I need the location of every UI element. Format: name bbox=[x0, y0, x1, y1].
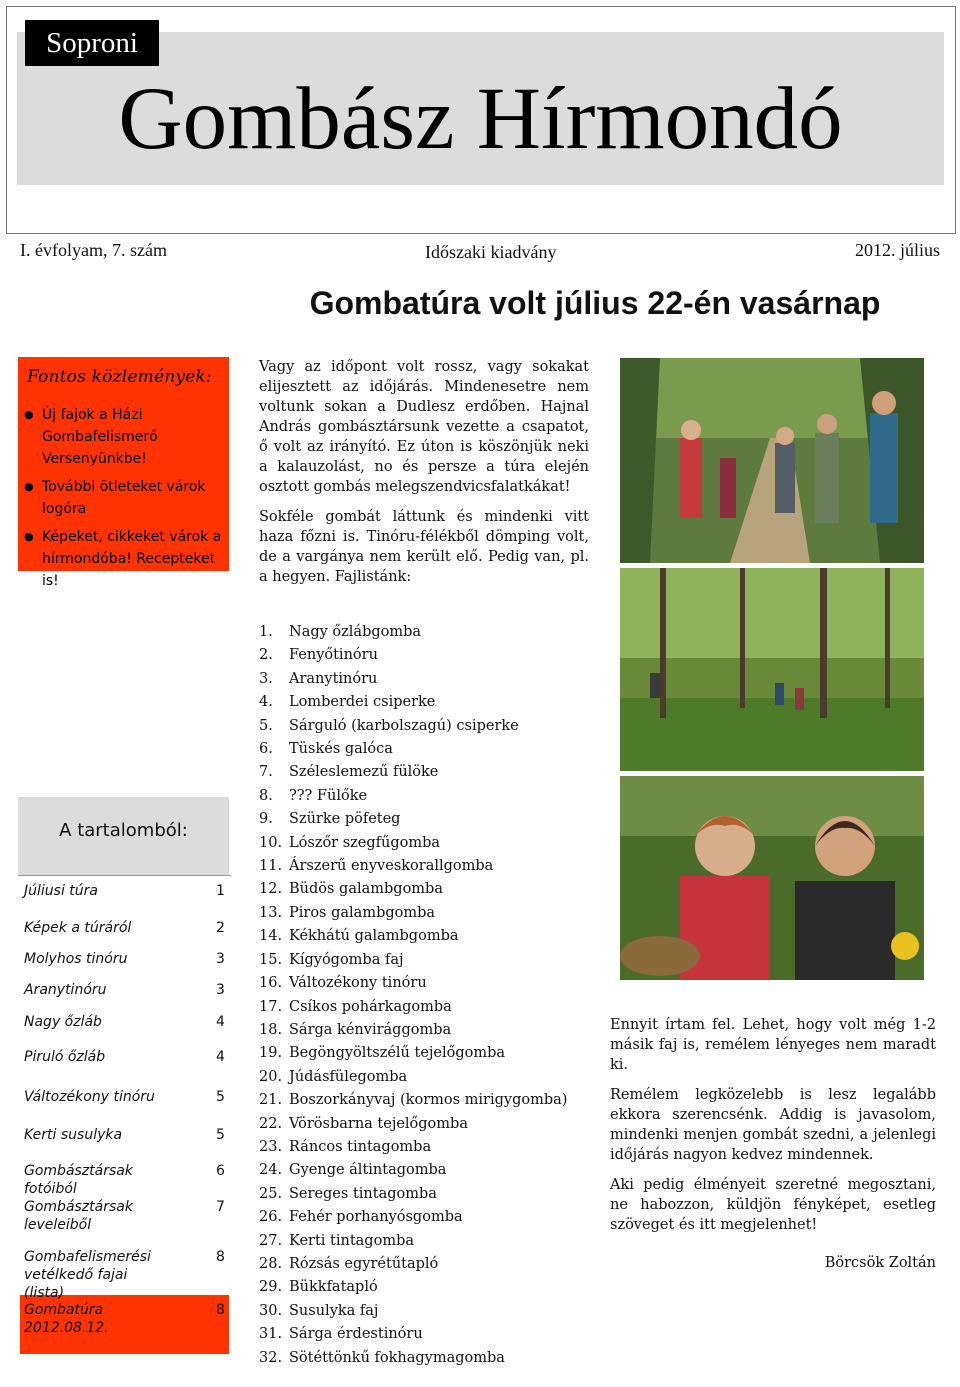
species-item bbox=[259, 785, 599, 808]
species-number: 31. bbox=[259, 1326, 283, 1343]
species-name: Ráncos tintagomba bbox=[289, 1138, 432, 1155]
species-number: 27. bbox=[259, 1232, 283, 1249]
notice-item: ● Új fajok a Házi Gombafelismerő Versenyünkbe! bbox=[22, 404, 224, 470]
article-headline: Gombatúra volt július 22-én vasárnap bbox=[309, 285, 881, 321]
toc-item-page: 4 bbox=[216, 1014, 225, 1030]
species-name: Gyenge áltintagomba bbox=[289, 1162, 447, 1179]
species-item bbox=[259, 855, 599, 878]
toc-item-page: 5 bbox=[216, 1127, 225, 1143]
newsletter-title: Gombász Hírmondó bbox=[118, 70, 843, 168]
species-number: 32. bbox=[259, 1349, 283, 1366]
species-item bbox=[259, 1066, 599, 1089]
forest-search-photo bbox=[620, 568, 924, 771]
author-signature: Börcsök Zoltán bbox=[824, 1255, 936, 1271]
species-item bbox=[259, 925, 599, 948]
issue-date: 2012. július bbox=[854, 240, 940, 260]
species-number: 8. bbox=[259, 787, 273, 804]
species-item bbox=[259, 949, 599, 972]
toc-item-title: Aranytinóru bbox=[24, 982, 107, 998]
species-number: 29. bbox=[259, 1279, 283, 1296]
closing-paragraph: Ennyit írtam fel. Lehet, hogy volt még 1-2 másik faj is, remélem lényeges nem maradt ki. bbox=[610, 1017, 936, 1073]
species-number: 17. bbox=[259, 998, 283, 1015]
species-name: Lószőr szegfűgomba bbox=[289, 834, 441, 851]
species-name: Árszerű enyveskorallgomba bbox=[289, 858, 494, 875]
article-paragraph: Vagy az időpont volt rossz, vagy sokakat elijesztett az időjárás. Mindenesetre nem voltunk sokan a Dudlesz erdőben. Hajnal András gombásztársunk vezette a csapatot, ő volt az irányító. Ez úton is köszönjük neki a kalauzolást, no és persze a túra elején osztott gombás melegszendvicsfalatkákat! bbox=[259, 359, 589, 495]
species-item bbox=[259, 1300, 599, 1323]
toc-item-page: 8 bbox=[216, 1249, 225, 1265]
species-item bbox=[259, 1019, 599, 1042]
toc-item-title: Változékony tinóru bbox=[24, 1089, 155, 1105]
species-name: Sötéttönkű fokhagymagomba bbox=[289, 1349, 505, 1366]
species-name: Bükkfatapló bbox=[289, 1279, 378, 1296]
closing-paragraph: Remélem legközelebb is lesz legalább ekkora szerencsénk. Addig is javasolom, mindenki menjen gombát szedni, a jelenlegi időjárás nagyon kedvez mindennek. bbox=[610, 1087, 936, 1163]
species-number: 28. bbox=[259, 1255, 283, 1272]
species-item bbox=[259, 996, 599, 1019]
article-paragraph: Sokféle gombát láttunk és mindenki vitt haza főzni is. Tinóru-félékből dömping volt, de a vargánya nem került elő. Pedig van, pl. a hegyen. Fajlistánk: bbox=[259, 509, 589, 585]
publication-type: Időszaki kiadvány bbox=[425, 242, 557, 262]
notice-list bbox=[22, 404, 224, 598]
species-name: Széleslemezű fülöke bbox=[289, 764, 439, 781]
species-item bbox=[259, 1206, 599, 1229]
city-tag: Soproni bbox=[25, 20, 159, 66]
species-item bbox=[259, 1113, 599, 1136]
notice-title: Fontos közlemények: bbox=[27, 367, 212, 387]
species-item bbox=[259, 1347, 599, 1370]
species-item bbox=[259, 1253, 599, 1276]
species-number: 25. bbox=[259, 1185, 283, 1202]
species-number: 2. bbox=[259, 647, 273, 664]
species-name: ??? Fülőke bbox=[289, 787, 368, 804]
toc-item-title: Molyhos tinóru bbox=[24, 951, 128, 967]
species-name: Kékhátú galambgomba bbox=[289, 928, 459, 945]
species-number: 1. bbox=[259, 624, 273, 640]
species-number: 16. bbox=[259, 975, 283, 992]
species-name: Aranytinóru bbox=[289, 670, 378, 687]
species-item bbox=[259, 738, 599, 761]
issue-number: I. évfolyam, 7. szám bbox=[20, 240, 167, 260]
species-number: 9. bbox=[259, 811, 273, 828]
species-name: Kígyógomba faj bbox=[289, 951, 404, 968]
species-number: 12. bbox=[259, 881, 283, 898]
toc-item-page: 1 bbox=[216, 883, 225, 899]
species-name: Sárga érdestinóru bbox=[289, 1326, 423, 1343]
species-number: 22. bbox=[259, 1115, 283, 1132]
species-name: Változékony tinóru bbox=[289, 975, 427, 992]
species-item bbox=[259, 1159, 599, 1182]
toc-item-title: Kerti susulyka bbox=[24, 1127, 123, 1143]
toc-item-page: 4 bbox=[216, 1049, 225, 1065]
species-number: 5. bbox=[259, 717, 273, 734]
toc-item-page: 6 bbox=[216, 1163, 225, 1179]
toc-item-title: Gombásztársak leveleiből bbox=[24, 1199, 133, 1233]
closing-paragraph: Aki pedig élményeit szeretné megosztani, ne habozzon, küldjön fényképet, esetleg szöveget és itt megjelenhet! bbox=[610, 1177, 936, 1233]
species-number: 23. bbox=[259, 1138, 283, 1155]
species-item bbox=[259, 1276, 599, 1299]
species-name: Sereges tintagomba bbox=[289, 1185, 437, 1202]
toc-item-title: Képek a túráról bbox=[24, 920, 132, 936]
species-name: Júdásfülegomba bbox=[289, 1068, 408, 1085]
species-number: 7. bbox=[259, 764, 273, 781]
species-name: Rózsás egyrétűtapló bbox=[289, 1255, 439, 1272]
species-number: 13. bbox=[259, 904, 283, 921]
toc-item-page: 3 bbox=[216, 951, 225, 967]
species-item bbox=[259, 1042, 599, 1065]
species-item bbox=[259, 1183, 599, 1206]
species-number: 6. bbox=[259, 741, 273, 758]
toc-heading: A tartalomból: bbox=[59, 820, 188, 841]
species-name: Vörösbarna tejelőgomba bbox=[289, 1115, 468, 1132]
species-number: 15. bbox=[259, 951, 283, 968]
species-number: 3. bbox=[259, 670, 273, 687]
species-name: Nagy őzlábgomba bbox=[289, 624, 422, 640]
issue-info-row bbox=[20, 240, 940, 266]
toc-item-title: Gombatúra 2012.08.12. bbox=[24, 1302, 109, 1336]
notice-item: ● Képeket, cikkeket várok a hírmondóba! Recepteket is! bbox=[22, 526, 224, 592]
species-number: 4. bbox=[259, 694, 273, 711]
toc-item-page: 3 bbox=[216, 982, 225, 998]
species-item bbox=[259, 902, 599, 925]
species-name: Susulyka faj bbox=[289, 1302, 379, 1319]
notice-item: ● További ötleteket várok logóra bbox=[22, 476, 224, 520]
species-name: Boszorkányvaj (kormos mirigygomba) bbox=[289, 1092, 568, 1109]
article-closing bbox=[610, 1015, 936, 1245]
species-number: 26. bbox=[259, 1209, 283, 1226]
species-item bbox=[259, 621, 599, 644]
species-name: Büdös galambgomba bbox=[289, 881, 443, 898]
species-item bbox=[259, 1230, 599, 1253]
species-number: 10. bbox=[259, 834, 283, 851]
toc-divider bbox=[18, 875, 231, 876]
species-name: Szürke pöfeteg bbox=[289, 811, 401, 828]
species-item bbox=[259, 1323, 599, 1346]
species-item bbox=[259, 1089, 599, 1112]
mushroom-basket-photo bbox=[620, 776, 924, 980]
species-number: 20. bbox=[259, 1068, 283, 1085]
species-name: Piros galambgomba bbox=[289, 904, 436, 921]
species-number: 14. bbox=[259, 928, 283, 945]
species-item bbox=[259, 644, 599, 667]
toc-item-title: Gombafelismerési vetélkedő fajai (lista) bbox=[24, 1249, 151, 1301]
species-name: Fenyőtinóru bbox=[289, 647, 378, 664]
species-number: 19. bbox=[259, 1045, 283, 1062]
species-item bbox=[259, 1136, 599, 1159]
species-item bbox=[259, 878, 599, 901]
species-name: Tüskés galóca bbox=[289, 741, 393, 758]
species-item bbox=[259, 668, 599, 691]
toc-item-title: Nagy őzláb bbox=[24, 1014, 102, 1030]
species-number: 18. bbox=[259, 1021, 283, 1038]
toc-item-title: Piruló őzláb bbox=[24, 1049, 106, 1065]
article-intro bbox=[259, 357, 589, 597]
species-name: Csíkos pohárkagomba bbox=[289, 998, 452, 1015]
species-item bbox=[259, 972, 599, 995]
forest-group-photo bbox=[620, 358, 924, 563]
toc-item-page: 5 bbox=[216, 1089, 225, 1105]
toc-item-title: Gombásztársak fotóiból bbox=[24, 1163, 133, 1197]
species-number: 30. bbox=[259, 1302, 283, 1319]
species-number: 11. bbox=[259, 858, 283, 875]
species-number: 21. bbox=[259, 1092, 283, 1109]
species-name: Lomberdei csiperke bbox=[289, 694, 436, 711]
species-name: Fehér porhanyósgomba bbox=[289, 1209, 463, 1226]
toc-item-page: 7 bbox=[216, 1199, 225, 1215]
species-item bbox=[259, 808, 599, 831]
toc-item-page: 2 bbox=[216, 920, 225, 936]
species-list bbox=[259, 621, 599, 1370]
species-item bbox=[259, 832, 599, 855]
species-item bbox=[259, 715, 599, 738]
species-name: Begöngyöltszélű tejelőgomba bbox=[289, 1045, 506, 1062]
species-name: Sárguló (karbolszagú) csiperke bbox=[289, 717, 519, 734]
species-item bbox=[259, 691, 599, 714]
species-name: Sárga kénvirággomba bbox=[289, 1021, 452, 1038]
toc-item-page: 8 bbox=[216, 1302, 225, 1318]
toc-item-title: Júliusi túra bbox=[24, 883, 98, 899]
species-number: 24. bbox=[259, 1162, 283, 1179]
species-item bbox=[259, 761, 599, 784]
species-name: Kerti tintagomba bbox=[289, 1232, 414, 1249]
